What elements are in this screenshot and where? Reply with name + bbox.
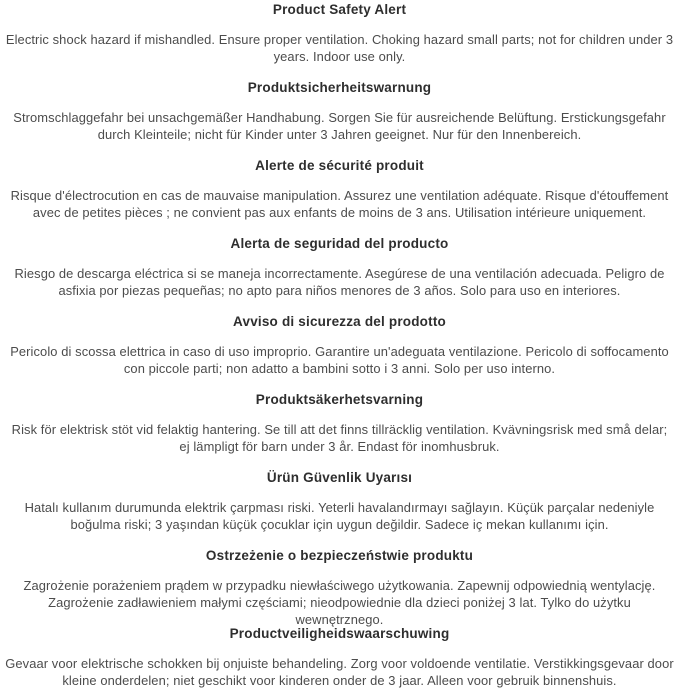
section-body-es: Riesgo de descarga eléctrica si se maneja incorrectamente. Asegúrese de una ventilación adecuada. Peligro de asfixia por piezas pequeñas; no apto para niños menores de 3 años. Solo para uso en interiores. bbox=[14, 266, 665, 298]
safety-section-fr bbox=[5, 158, 674, 236]
safety-section-it bbox=[5, 314, 674, 392]
section-body-en: Electric shock hazard if mishandled. Ensure proper ventilation. Choking hazard small parts; not for children under 3 years. Indoor use only. bbox=[5, 32, 674, 64]
safety-section-es bbox=[5, 236, 674, 314]
safety-section-de bbox=[5, 80, 674, 158]
section-body-pl: Zagrożenie porażeniem prądem w przypadku niewłaściwego użytkowania. Zapewnij odpowiednią wentylację. Zagrożenie zadławieniem małymi częściami; nieodpowiednie dla dzieci poniżej 3 lat. Tylko do użytku wewnętrznego. bbox=[23, 578, 656, 627]
section-heading-en: Product Safety Alert bbox=[272, 2, 407, 17]
safety-section-sv bbox=[5, 392, 674, 470]
section-heading-it: Avviso di sicurezza del prodotto bbox=[233, 314, 446, 329]
section-heading-es: Alerta de seguridad del producto bbox=[230, 236, 449, 251]
section-heading-sv: Produktsäkerhetsvarning bbox=[255, 392, 424, 407]
safety-section-en bbox=[5, 2, 674, 80]
section-heading-fr: Alerte de sécurité produit bbox=[255, 158, 424, 173]
safety-section-nl bbox=[5, 626, 674, 688]
section-heading-de: Produktsicherheitswarnung bbox=[247, 80, 432, 95]
safety-section-pl bbox=[5, 548, 674, 626]
section-body-tr: Hatalı kullanım durumunda elektrik çarpması riski. Yeterli havalandırmayı sağlayın. Küçük parçalar nedeniyle boğulma riski; 3 yaşından küçük çocuklar için uygun değildir. Sadece iç mekan kullanımı için. bbox=[24, 500, 655, 532]
section-body-sv: Risk för elektrisk stöt vid felaktig hantering. Se till att det finns tillräcklig ventilation. Kvävningsrisk med små delar; ej lämpligt för barn under 3 år. Endast för inomhusbruk. bbox=[11, 422, 668, 454]
section-body-de: Stromschlaggefahr bei unsachgemäßer Handhabung. Sorgen Sie für ausreichende Belüftung. Erstickungsgefahr durch Kleinteile; nicht für Kinder unter 3 Jahren geeignet. Nur für den Innenbereich. bbox=[13, 110, 666, 142]
section-heading-nl: Productveiligheidswaarschuwing bbox=[229, 626, 450, 641]
section-body-it: Pericolo di scossa elettrica in caso di uso improprio. Garantire un'adeguata ventilazione. Pericolo di soffocamento con piccole parti; non adatto a bambini sotto i 3 anni. Solo per uso interno. bbox=[10, 344, 669, 376]
section-body-nl: Gevaar voor elektrische schokken bij onjuiste behandeling. Zorg voor voldoende ventilatie. Verstikkingsgevaar door kleine onderdelen; niet geschikt voor kinderen onder de 3 jaar. Alleen voor gebruik binnenshuis. bbox=[5, 656, 674, 688]
section-heading-pl: Ostrzeżenie o bezpieczeństwie produktu bbox=[205, 548, 474, 563]
section-body-fr: Risque d'électrocution en cas de mauvaise manipulation. Assurez une ventilation adéquate. Risque d'étouffement avec de petites pièces ; ne convient pas aux enfants de moins de 3 ans. Utilisation intérieure uniquement. bbox=[10, 188, 669, 220]
section-heading-tr: Ürün Güvenlik Uyarısı bbox=[266, 470, 413, 485]
safety-section-tr bbox=[5, 470, 674, 548]
